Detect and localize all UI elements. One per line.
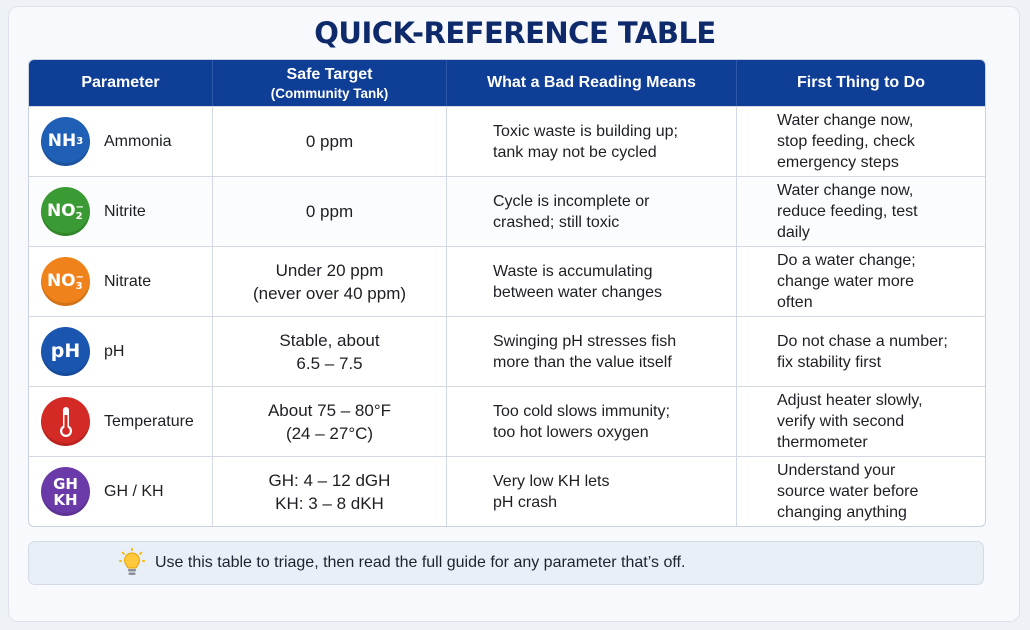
header-target-label: Safe Target bbox=[286, 65, 373, 83]
parameter-name: Ammonia bbox=[104, 133, 172, 150]
action-line-2: verify with second bbox=[777, 413, 905, 430]
badge-formula: NO bbox=[46, 201, 76, 221]
action-line-2: source water before bbox=[777, 483, 919, 500]
reference-table bbox=[28, 59, 986, 527]
page-title: QUICK-REFERENCE TABLE bbox=[314, 16, 716, 50]
badge-bottom: KH bbox=[53, 490, 78, 509]
action-line-2: fix stability first bbox=[777, 353, 882, 371]
bad-line-1: Very low KH lets bbox=[493, 472, 610, 490]
header-target-sub: (Community Tank) bbox=[270, 85, 389, 101]
action-line-2: reduce feeding, test bbox=[777, 203, 918, 220]
action-line-3: changing anything bbox=[777, 504, 907, 521]
header-safe-target bbox=[213, 60, 447, 106]
bad-line-2: pH crash bbox=[493, 493, 558, 511]
target-line-1: About 75 – 80°F bbox=[267, 400, 392, 420]
ph-badge-icon bbox=[41, 327, 90, 376]
parameter-cell bbox=[29, 456, 213, 526]
parameter-cell bbox=[29, 386, 213, 456]
bad-line-2: crashed; still toxic bbox=[493, 213, 620, 231]
target-line-2: KH: 3 – 8 dKH bbox=[275, 493, 384, 513]
badge-subscript: 3 bbox=[75, 280, 83, 292]
bad-line-1: Toxic waste is building up; bbox=[493, 122, 678, 140]
parameter-name: Nitrate bbox=[104, 273, 152, 290]
badge-formula: NH bbox=[47, 131, 77, 151]
badge-subscript: 2 bbox=[75, 210, 83, 222]
badge-subscript: 3 bbox=[76, 136, 84, 147]
parameter-name: GH / KH bbox=[104, 483, 164, 500]
action-line-1: Water change now, bbox=[777, 112, 914, 129]
parameter-name: Temperature bbox=[104, 413, 194, 430]
badge-formula: pH bbox=[50, 340, 81, 362]
action-line-2: change water more bbox=[777, 273, 914, 290]
bad-line-2: between water changes bbox=[493, 283, 662, 301]
bad-line-1: Swinging pH stresses fish bbox=[493, 332, 677, 350]
tip-banner bbox=[28, 541, 984, 585]
bad-reading-cell bbox=[447, 456, 737, 526]
table-row bbox=[29, 456, 985, 526]
target-cell bbox=[213, 386, 447, 456]
bad-line-1: Too cold slows immunity; bbox=[493, 402, 670, 420]
target-line-2: (never over 40 ppm) bbox=[252, 283, 407, 303]
target-line-1: 0 ppm bbox=[305, 132, 354, 151]
action-cell bbox=[737, 456, 985, 526]
badge-formula: NO bbox=[46, 271, 76, 291]
target-line-1: Under 20 ppm bbox=[275, 260, 384, 280]
bad-reading-cell bbox=[447, 386, 737, 456]
parameter-cell bbox=[29, 106, 213, 176]
badge-superscript: − bbox=[75, 201, 85, 213]
action-cell bbox=[737, 386, 985, 456]
action-cell bbox=[737, 246, 985, 316]
action-line-3: often bbox=[777, 294, 813, 311]
parameter-name: Nitrite bbox=[104, 203, 146, 220]
parameter-name: pH bbox=[104, 343, 125, 360]
bad-line-2: too hot lowers oxygen bbox=[493, 423, 649, 441]
table-row bbox=[29, 246, 985, 316]
badge-superscript: − bbox=[75, 271, 85, 283]
bad-line-1: Waste is accumulating bbox=[493, 262, 653, 280]
target-cell bbox=[213, 176, 447, 246]
target-line-1: 0 ppm bbox=[305, 202, 354, 221]
tip-text: Use this table to triage, then read the full guide for any parameter that’s off. bbox=[155, 554, 686, 571]
table-row bbox=[29, 176, 985, 246]
header-bad-reading: What a Bad Reading Means bbox=[447, 60, 737, 106]
badge-top: GH bbox=[53, 474, 78, 493]
thermometer-icon bbox=[41, 397, 90, 446]
header-parameter: Parameter bbox=[29, 60, 213, 106]
ammonia-badge-icon bbox=[41, 117, 90, 166]
action-cell bbox=[737, 316, 985, 386]
target-cell bbox=[213, 316, 447, 386]
target-line-1: GH: 4 – 12 dGH bbox=[268, 470, 391, 490]
target-cell bbox=[213, 456, 447, 526]
header-first-action: First Thing to Do bbox=[737, 60, 985, 106]
bad-reading-cell bbox=[447, 176, 737, 246]
action-line-1: Water change now, bbox=[777, 182, 914, 199]
target-line-2: 6.5 – 7.5 bbox=[296, 353, 363, 373]
bad-reading-cell bbox=[447, 246, 737, 316]
parameter-cell bbox=[29, 316, 213, 386]
lightbulb-icon bbox=[119, 548, 145, 578]
table-row bbox=[29, 386, 985, 456]
target-line-2: (24 – 27°C) bbox=[285, 423, 374, 443]
action-line-3: thermometer bbox=[777, 434, 868, 451]
action-cell bbox=[737, 106, 985, 176]
action-line-1: Adjust heater slowly, bbox=[777, 392, 923, 409]
bad-reading-cell bbox=[447, 316, 737, 386]
target-line-1: Stable, about bbox=[279, 330, 380, 350]
action-line-1: Do not chase a number; bbox=[777, 332, 948, 350]
parameter-cell bbox=[29, 246, 213, 316]
target-cell bbox=[213, 246, 447, 316]
table-row bbox=[29, 106, 985, 176]
table-row bbox=[29, 316, 985, 386]
bad-reading-cell bbox=[447, 106, 737, 176]
table-header-row bbox=[29, 60, 985, 106]
action-line-3: daily bbox=[777, 224, 810, 241]
target-cell bbox=[213, 106, 447, 176]
bad-line-1: Cycle is incomplete or bbox=[493, 192, 650, 210]
action-line-1: Understand your bbox=[777, 462, 896, 479]
bad-line-2: more than the value itself bbox=[493, 353, 672, 371]
bad-line-2: tank may not be cycled bbox=[493, 143, 657, 161]
nitrate-badge-icon bbox=[41, 257, 90, 306]
action-line-2: stop feeding, check bbox=[777, 133, 915, 150]
action-line-1: Do a water change; bbox=[777, 252, 916, 269]
nitrite-badge-icon bbox=[41, 187, 90, 236]
gh-kh-badge-icon bbox=[41, 467, 90, 516]
parameter-cell bbox=[29, 176, 213, 246]
action-line-3: emergency steps bbox=[777, 154, 899, 171]
action-cell bbox=[737, 176, 985, 246]
